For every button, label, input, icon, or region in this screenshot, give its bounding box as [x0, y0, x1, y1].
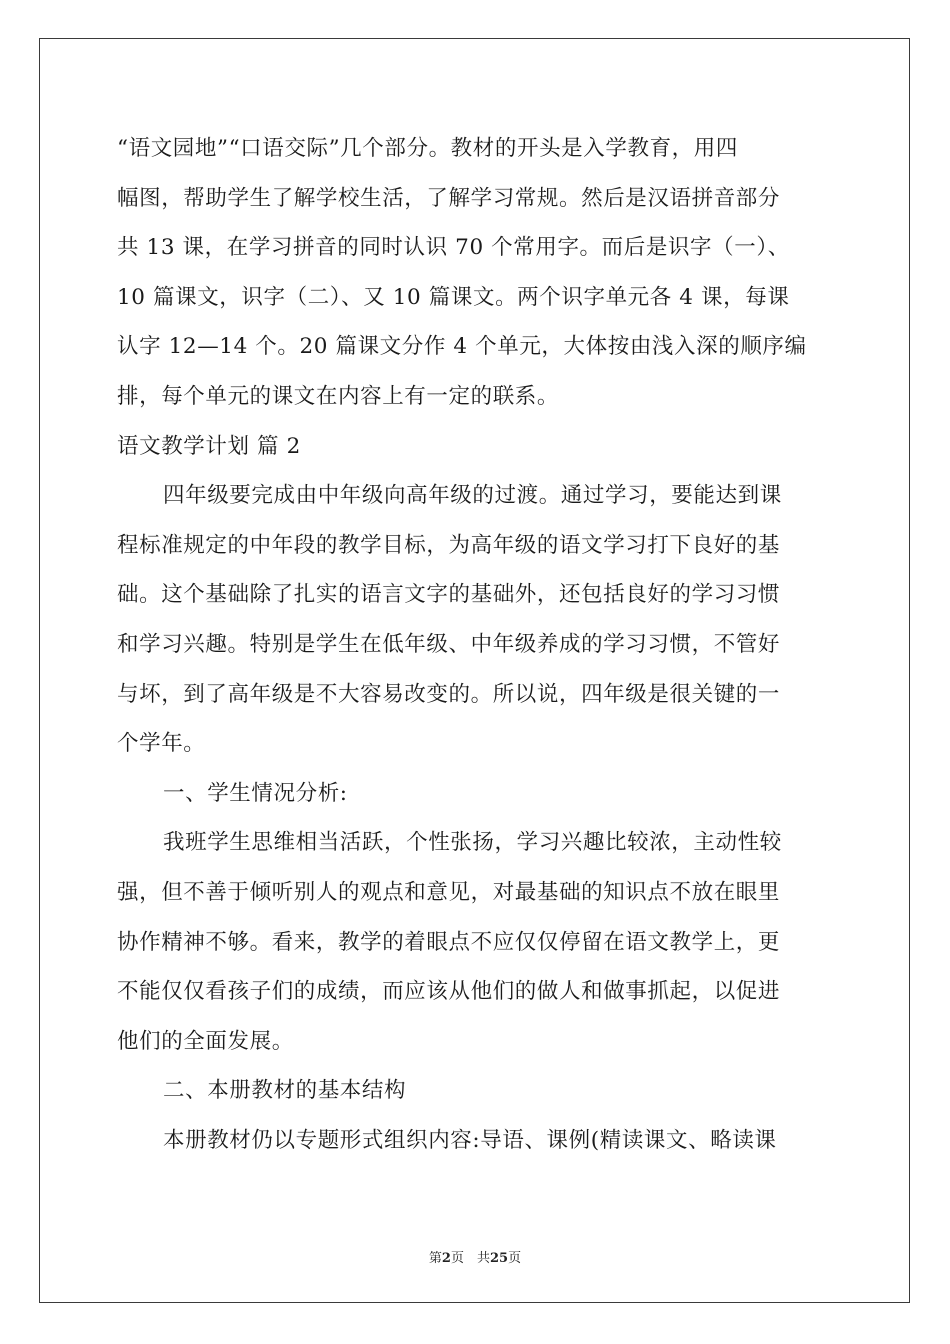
footer-prefix: 第: [428, 1251, 442, 1266]
text-line: 础。这个基础除了扎实的语言文字的基础外，还包括良好的学习习惯: [117, 582, 781, 608]
text-line: 四年级要完成由中年级向高年级的过渡。通过学习，要能达到课: [163, 483, 782, 509]
total-page-count: 25: [489, 1251, 509, 1266]
text-line: 二、本册教材的基本结构: [163, 1078, 407, 1104]
page-footer: [0, 1247, 950, 1266]
text-line: 本册教材仍以专题形式组织内容:导语、课例(精读课文、略读课: [163, 1127, 777, 1153]
text-line: 幅图，帮助学生了解学校生活，了解学习常规。然后是汉语拼音部分: [117, 185, 781, 211]
document-body: [117, 124, 837, 1165]
text-line: 强，但不善于倾听别人的观点和意见，对最基础的知识点不放在眼里: [117, 879, 781, 905]
current-page-number: 2: [441, 1251, 451, 1266]
text-line: 我班学生思维相当活跃，个性张扬，学习兴趣比较浓，主动性较: [163, 830, 782, 856]
text-line: 10 篇课文，识字（二）、又 10 篇课文。两个识字单元各 4 课，每课: [117, 284, 790, 310]
text-line: “语文园地”“口语交际”几个部分。教材的开头是入学教育，用四: [117, 136, 738, 161]
text-line: 个学年。: [117, 731, 206, 757]
text-line: 和学习兴趣。特别是学生在低年级、中年级养成的学习习惯，不管好: [117, 631, 781, 657]
text-line: 协作精神不够。看来，教学的着眼点不应仅仅停留在语文教学上，更: [117, 929, 781, 955]
text-line: 程标准规定的中年段的教学目标，为高年级的语文学习打下良好的基: [117, 532, 781, 558]
footer-middle: 页 共: [450, 1251, 490, 1266]
text-line: 认字 12—14 个。20 篇课文分作 4 个单元，大体按由浅入深的顺序编: [117, 334, 807, 360]
footer-suffix: 页: [508, 1251, 522, 1266]
text-line: 他们的全面发展。: [117, 1028, 294, 1054]
text-line: 语文教学计划 篇 2: [117, 433, 301, 459]
text-line: 一、学生情况分析:: [163, 780, 348, 806]
text-line: 与坏，到了高年级是不大容易改变的。所以说，四年级是很关键的一: [117, 681, 781, 707]
text-line: 不能仅仅看孩子们的成绩，而应该从他们的做人和做事抓起，以促进: [117, 979, 781, 1005]
text-line: 共 13 课，在学习拼音的同时认识 70 个常用字。而后是识字（一）、: [117, 235, 790, 261]
text-line: 排，每个单元的课文在内容上有一定的联系。: [117, 383, 560, 409]
